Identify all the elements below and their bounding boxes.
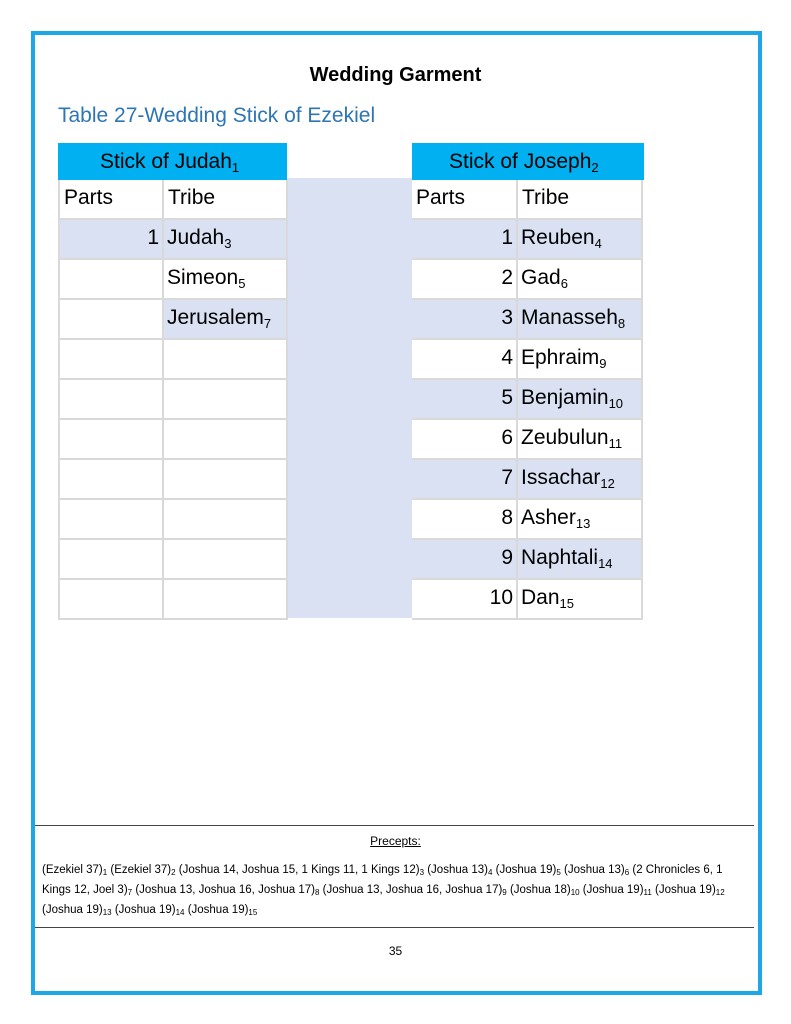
right-row-part: 4 xyxy=(412,340,518,380)
left-row-part xyxy=(58,420,164,460)
page-title: Wedding Garment xyxy=(309,64,482,86)
right-col-parts-header: Parts xyxy=(412,180,518,220)
left-row-part xyxy=(58,460,164,500)
right-row-part: 1 xyxy=(412,220,518,260)
page-number: 35 xyxy=(388,944,403,958)
divider-bottom xyxy=(35,927,754,928)
precept-reference: (Joshua $19)_{11}$ xyxy=(582,884,652,897)
precept-reference: (Joshua $13)_4$ xyxy=(427,864,493,877)
left-row-part xyxy=(58,580,164,620)
precept-reference: (Ezekiel $37)_2$ xyxy=(110,864,176,877)
precept-reference: (Joshua $19)_5$ xyxy=(495,864,561,877)
left-col-tribe-header: Tribe xyxy=(164,180,288,220)
left-row-tribe xyxy=(164,580,288,620)
precept-reference: (Joshua $13)_6$ xyxy=(564,864,630,877)
left-row-tribe: Jerusalem$_7$ xyxy=(164,300,288,340)
precept-reference: (Joshua $18)_{10}$ xyxy=(509,884,580,897)
right-row-part: 5 xyxy=(412,380,518,420)
left-row-tribe xyxy=(164,500,288,540)
table-caption: Table 27-Wedding Stick of Ezekiel xyxy=(58,104,376,127)
precept-reference: (Joshua $19)_{12}$ xyxy=(655,884,725,897)
precepts-title: Precepts: xyxy=(370,834,421,848)
stick-of-joseph-header: Stick of Joseph$_2$ xyxy=(449,150,599,175)
precept-reference: (Joshua $19)_{14}$ xyxy=(114,904,185,917)
left-row-tribe xyxy=(164,380,288,420)
right-row-tribe: Ephraim$_9$ xyxy=(518,340,643,380)
right-row-part: 3 xyxy=(412,300,518,340)
right-row-tribe: Manasseh$_8$ xyxy=(518,300,643,340)
precept-reference: (Joshua $19)_{13}$ xyxy=(42,904,112,917)
left-row-part xyxy=(58,540,164,580)
precept-reference: (2 Chronicles 6, 1 Kings 12, Joel $3)_7$ xyxy=(42,864,723,897)
divider-top xyxy=(35,825,754,826)
precept-reference: (Joshua 14, Joshua 15, 1 Kings 11, 1 Kings $12)_3$ xyxy=(178,864,425,877)
right-row-tribe: Zeubulun$_{11}$ xyxy=(518,420,643,460)
left-row-part xyxy=(58,340,164,380)
precept-reference: (Joshua $19)_{15}$ xyxy=(187,904,258,917)
center-spacer-column xyxy=(287,178,412,618)
left-row-tribe xyxy=(164,340,288,380)
right-row-tribe: Reuben$_4$ xyxy=(518,220,643,260)
stick-of-judah-header: Stick of Judah$_1$ xyxy=(100,150,240,175)
right-row-tribe: Issachar$_{12}$ xyxy=(518,460,643,500)
left-row-part xyxy=(58,500,164,540)
precept-reference: (Joshua 13, Joshua 16, Joshua $17)_8$ xyxy=(135,884,320,897)
precept-reference: (Ezekiel $37)_1$ xyxy=(42,864,108,877)
left-row-tribe xyxy=(164,460,288,500)
left-row-tribe: Judah$_3$ xyxy=(164,220,288,260)
right-row-part: 6 xyxy=(412,420,518,460)
right-row-part: 9 xyxy=(412,540,518,580)
right-col-tribe-header: Tribe xyxy=(518,180,643,220)
right-row-part: 7 xyxy=(412,460,518,500)
left-row-tribe: Simeon$_5$ xyxy=(164,260,288,300)
left-row-tribe xyxy=(164,420,288,460)
right-row-tribe: Naphtali$_{14}$ xyxy=(518,540,643,580)
right-row-tribe: Gad$_6$ xyxy=(518,260,643,300)
right-row-part: 10 xyxy=(412,580,518,620)
left-row-tribe xyxy=(164,540,288,580)
tribes-table xyxy=(58,143,644,623)
right-row-tribe: Dan$_{15}$ xyxy=(518,580,643,620)
right-row-part: 2 xyxy=(412,260,518,300)
right-row-tribe: Benjamin$_{10}$ xyxy=(518,380,643,420)
left-row-part xyxy=(58,260,164,300)
right-row-tribe: Asher$_{13}$ xyxy=(518,500,643,540)
precept-reference: (Joshua 13, Joshua 16, Joshua $17)_9$ xyxy=(322,884,507,897)
left-row-part xyxy=(58,300,164,340)
left-row-part: 1 xyxy=(58,220,164,260)
left-row-part xyxy=(58,380,164,420)
precepts-list xyxy=(42,860,742,920)
left-col-parts-header: Parts xyxy=(58,180,164,220)
right-row-part: 8 xyxy=(412,500,518,540)
